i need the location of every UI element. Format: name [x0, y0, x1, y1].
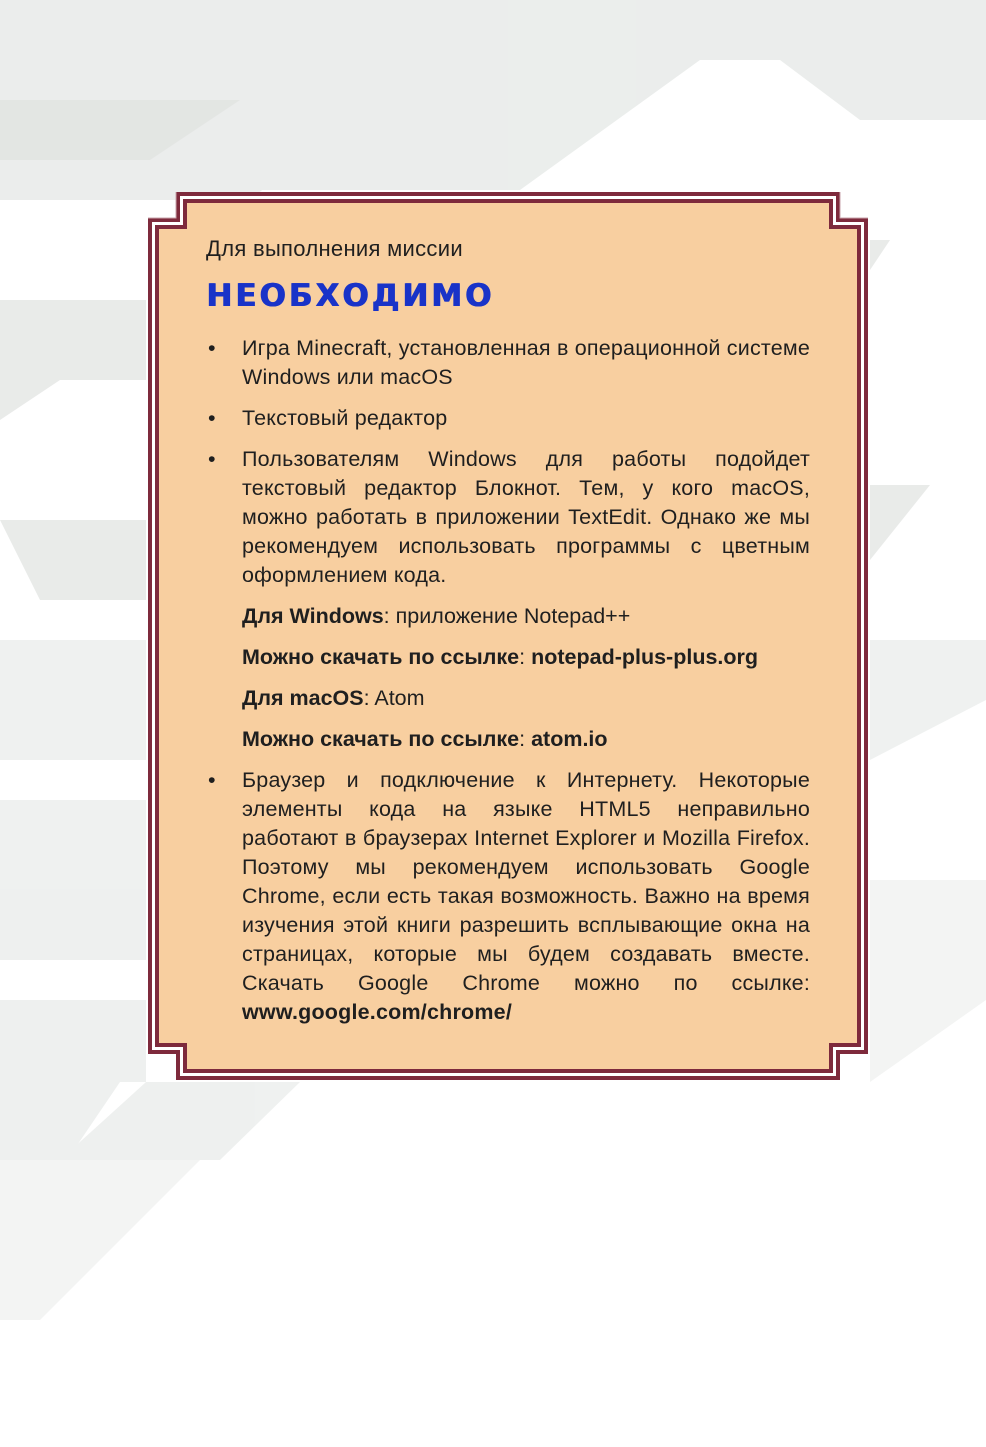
requirements-list [206, 334, 810, 590]
link-notepad[interactable]: notepad-plus-plus.org [531, 645, 759, 669]
list-item [206, 766, 810, 1027]
subline-value: приложение Notepad++ [395, 604, 631, 628]
subline-sep: : [519, 727, 532, 751]
subline-sep: : [363, 686, 375, 710]
bullet-icon: • [208, 336, 216, 360]
link-atom[interactable]: atom.io [531, 727, 608, 751]
subline-label: Можно скачать по ссылке [242, 645, 520, 669]
subline-download-notepad [206, 643, 810, 672]
list-item [206, 404, 810, 433]
subline-windows [206, 602, 810, 631]
bullet-icon: • [208, 406, 216, 430]
subline-label: Для Windows [242, 604, 384, 628]
subline-label: Для macOS [242, 686, 364, 710]
item-text: Текстовый редактор [242, 406, 448, 430]
list-item [206, 445, 810, 590]
link-chrome[interactable]: www.google.com/chrome/ [242, 1000, 513, 1024]
item-text: Пользователям Windows для работы подойдет текстовый редактор Блокнот. Тем, у кого macOS, можно работать в приложении TextEdit. Однако же мы рекомендуем использовать программы с цветным оформлением кода. [242, 447, 810, 587]
requirements-panel [206, 232, 810, 1039]
item-text: Браузер и подключение к Интернету. Некоторые элементы кода на языке HTML5 неправильно работают в браузерах Internet Explorer и Mozilla Firefox. Поэтому мы рекомендуем использовать Google Chrome, если есть такая возможность. Важно на время изучения этой книги разрешить всплывающие окна на страницах, которые мы будем создавать вместе. Скачать Google Chrome можно по ссылке: [242, 768, 810, 995]
subline-value: Atom [374, 686, 425, 710]
subline-sep: : [519, 645, 532, 669]
subline-download-atom [206, 725, 810, 754]
section-heading: НЕОБХОДИМО [206, 278, 495, 314]
bullet-icon: • [208, 768, 216, 792]
requirements-list-continued [206, 766, 810, 1027]
subline-label: Можно скачать по ссылке [242, 727, 520, 751]
bullet-icon: • [208, 447, 216, 471]
intro-text: Для выполнения миссии [206, 236, 463, 261]
list-item [206, 334, 810, 392]
item-text: Игра Minecraft, установленная в операционной системе Windows или macOS [242, 336, 810, 389]
subline-sep: : [383, 604, 396, 628]
subline-macos [206, 684, 810, 713]
